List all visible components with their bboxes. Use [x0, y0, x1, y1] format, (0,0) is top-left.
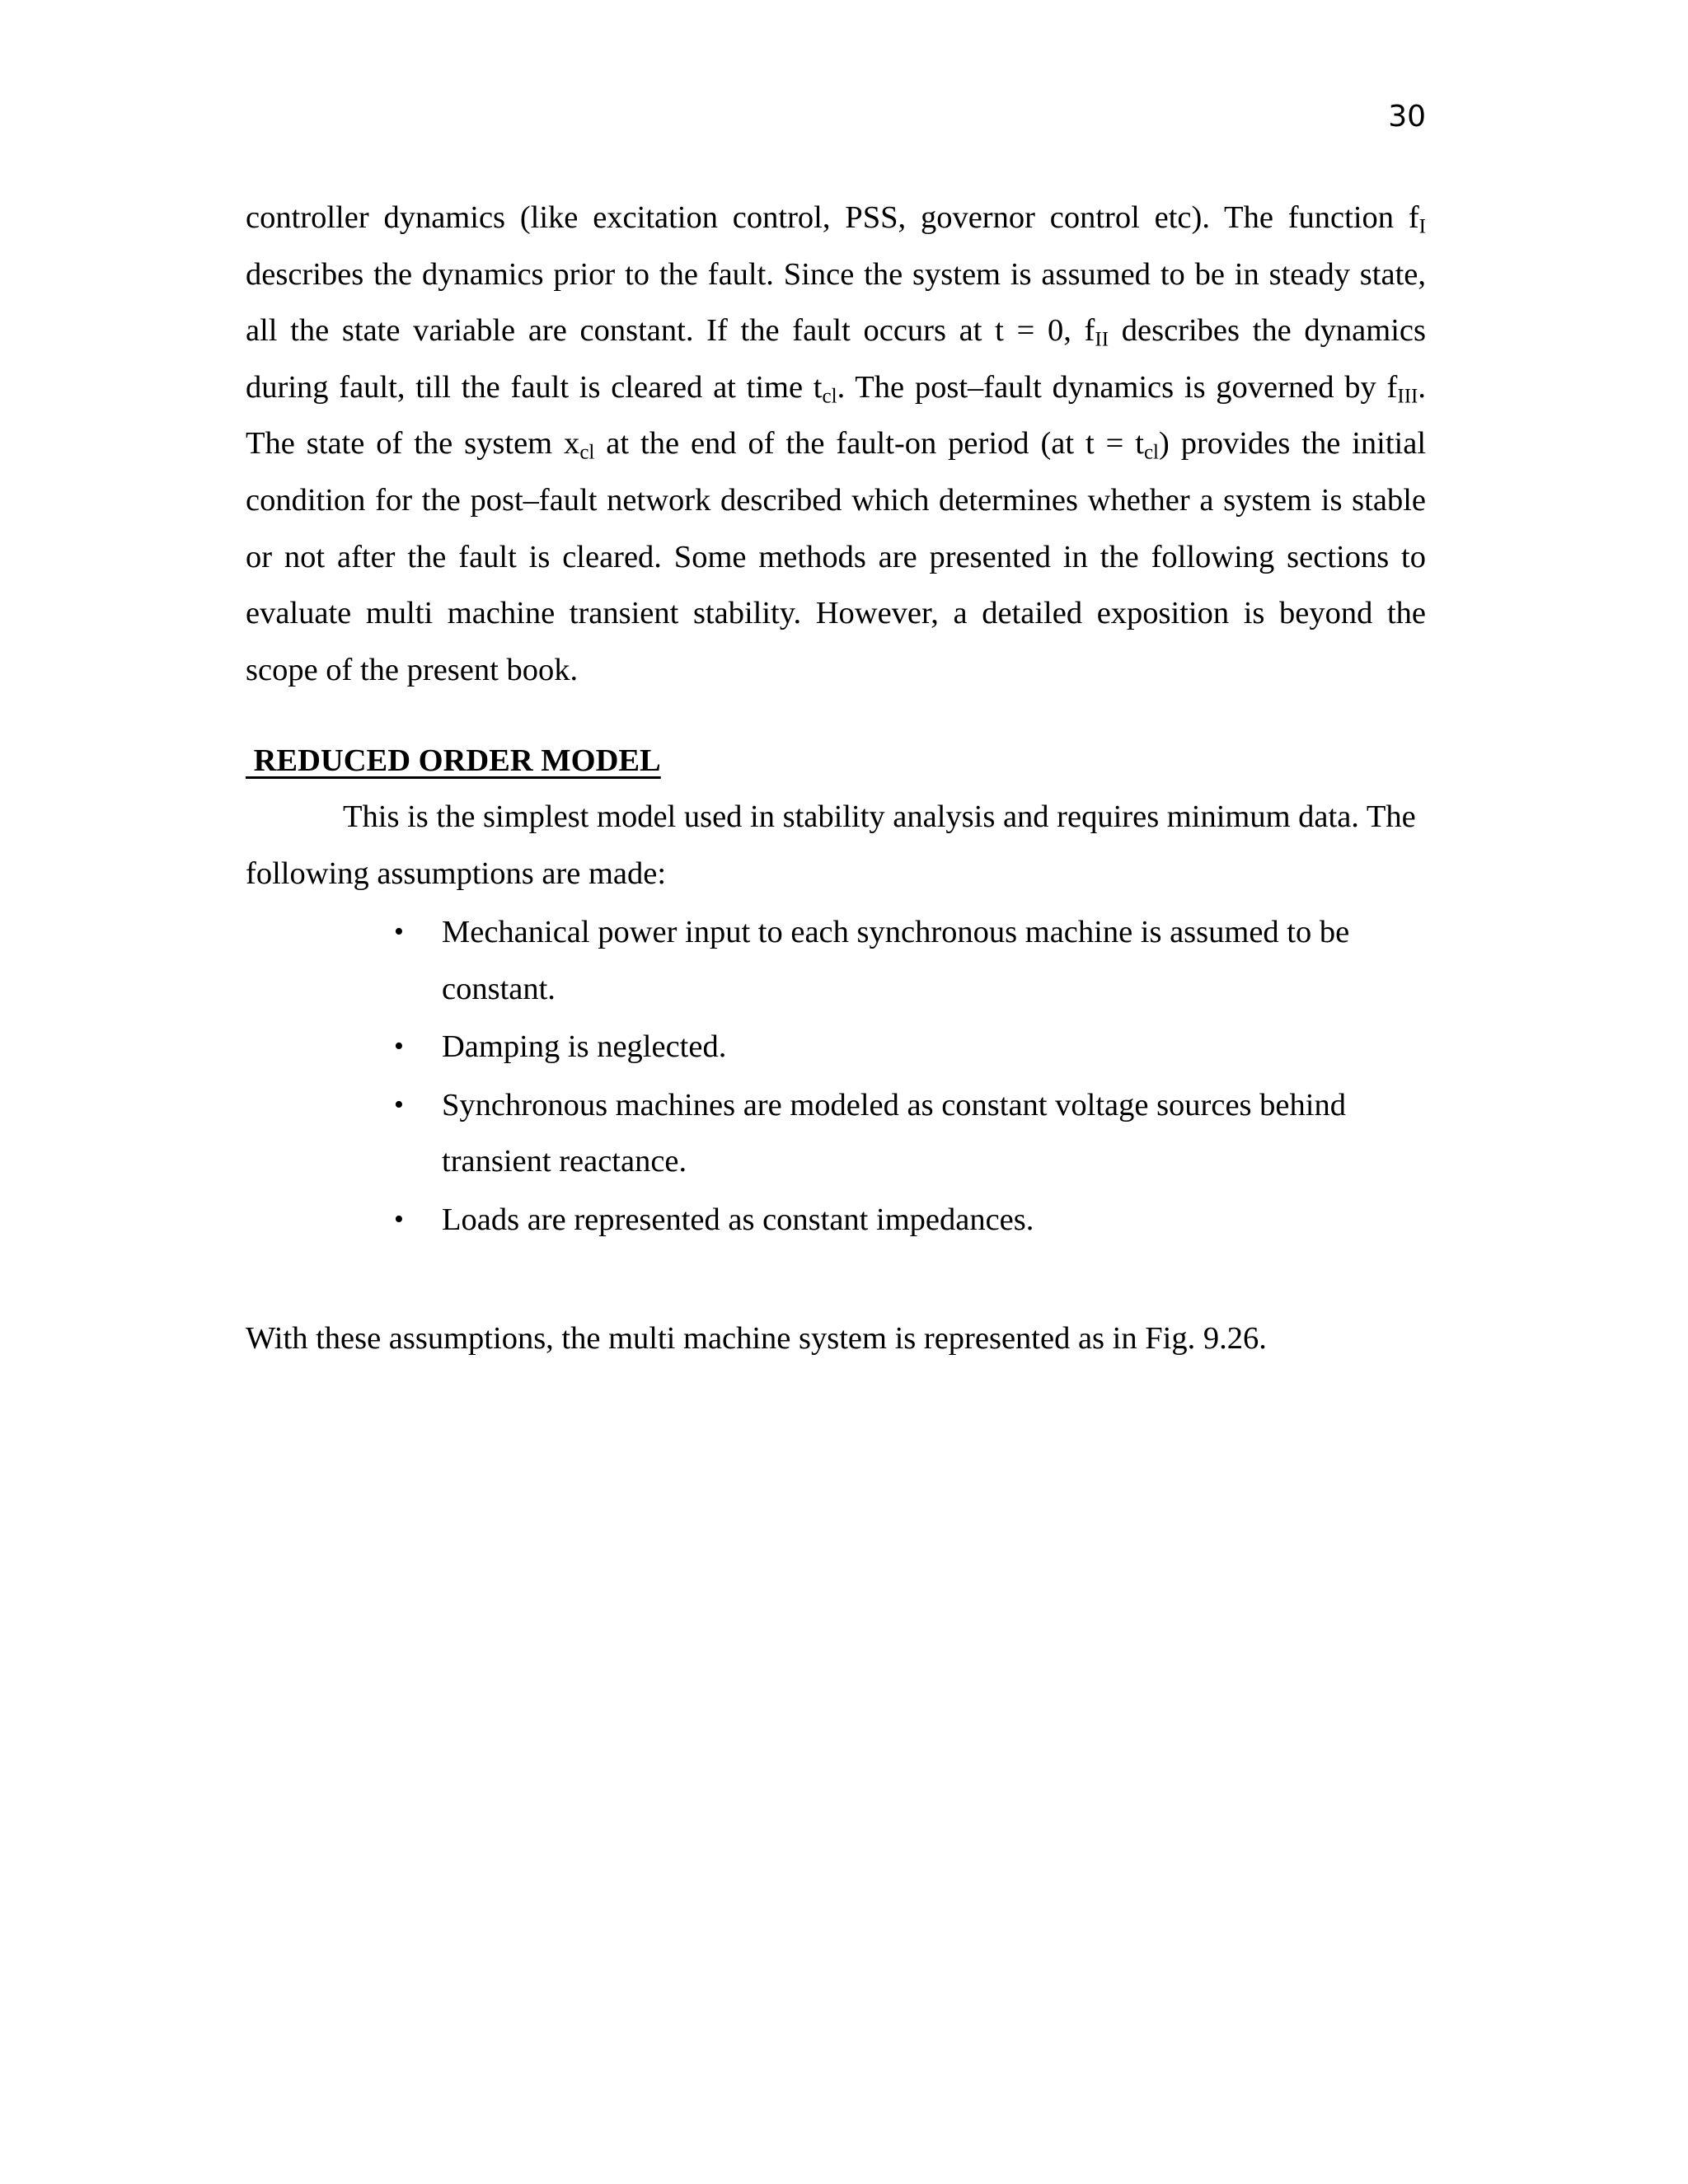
bullet-icon: •: [394, 1031, 404, 1062]
list-item: [246, 1192, 1381, 1249]
subscript: cl: [1143, 441, 1159, 464]
paragraph-text: . The state of the system x: [246, 369, 1426, 462]
paragraph-text: describes the dynamics during fault, till the fault is cleared at time t: [246, 313, 1426, 405]
paragraph-text: This is the simplest model used in stability analysis and requires minimum data. The following assumptions are made:: [246, 799, 1416, 891]
subscript: I: [1418, 215, 1426, 238]
paragraph-text: describes the dynamics prior to the fault. Since the system is assumed to be in steady state, all the state variable are constant. If the fault occurs at t = 0, f: [246, 256, 1426, 349]
subscript: cl: [579, 441, 595, 464]
bullet-icon: •: [394, 916, 404, 947]
subscript: III: [1397, 385, 1418, 408]
paragraph-model-intro: [246, 789, 1426, 902]
list-item-text: Mechanical power input to each synchronous machine is assumed to be constant.: [442, 915, 1350, 1006]
subscript: cl: [822, 385, 837, 408]
bullet-icon: •: [394, 1203, 404, 1235]
page-number: 30: [1388, 100, 1426, 134]
list-item: [246, 1019, 1381, 1076]
bullet-icon: •: [394, 1089, 404, 1120]
list-item-text: Synchronous machines are modeled as constant voltage sources behind transient reactance.: [442, 1087, 1346, 1179]
paragraph-intro: [246, 190, 1426, 698]
list-item: [246, 1077, 1381, 1190]
paragraph-text: at the end of the fault-on period (at t = t: [594, 426, 1144, 462]
list-item-text: Damping is neglected.: [442, 1029, 727, 1065]
assumption-list: [246, 904, 1426, 1250]
section-heading: REDUCED ORDER MODEL: [246, 743, 661, 778]
list-item-text: Loads are represented as constant impedances.: [442, 1202, 1034, 1237]
paragraph-text: . The post–fault dynamics is governed by f: [837, 369, 1398, 405]
list-item: [246, 904, 1381, 1017]
paragraph-text: ) provides the initial condition for the post–fault network described which determines whether a system is stable or not after the fault is cleared. Some methods are presented in the following sections to evaluate multi machine transient stability. However, a detailed exposition is beyond the scope of the present book.: [246, 426, 1427, 687]
paragraph-conclusion: With these assumptions, the multi machine system is represented as in Fig. 9.26.: [246, 1321, 1267, 1356]
paragraph-text: controller dynamics (like excitation control, PSS, governor control etc). The function f: [246, 200, 1419, 235]
subscript: II: [1095, 328, 1109, 351]
